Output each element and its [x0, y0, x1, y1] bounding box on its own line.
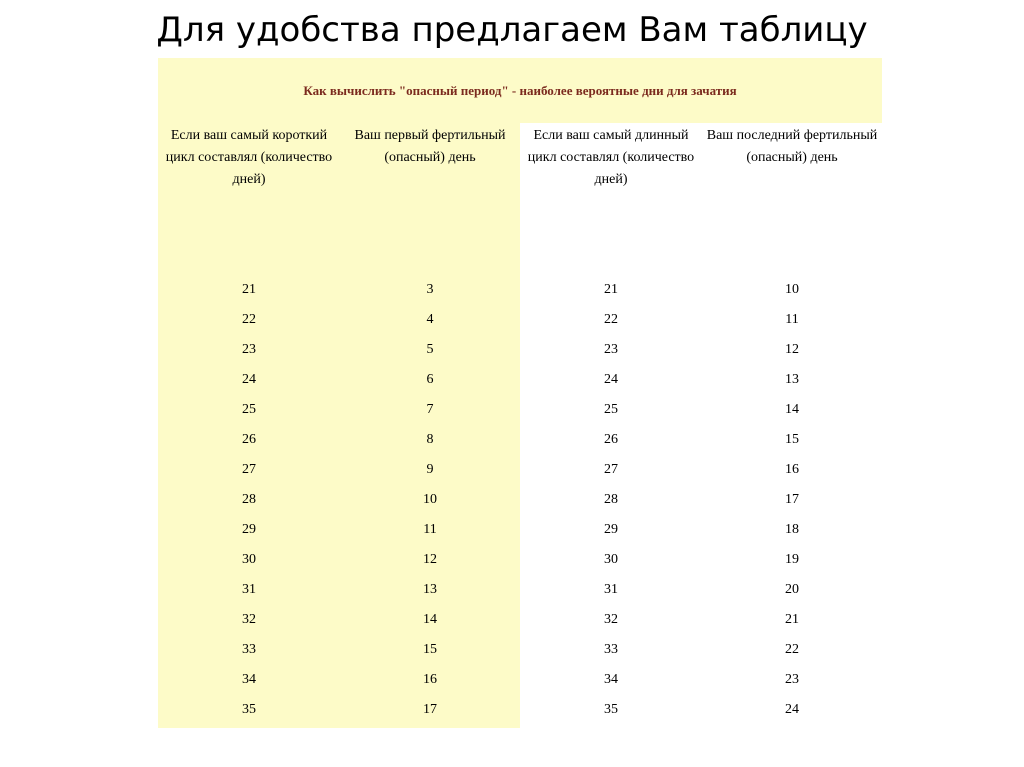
- cell-last-fertile-day: 11: [785, 312, 799, 327]
- cell-longest-cycle: 32: [604, 612, 618, 627]
- column-header-first-fertile-day: Ваш первый фертильный (опасный) день: [354, 128, 506, 165]
- table-row: [0, 635, 1024, 665]
- cell-shortest-cycle: 25: [242, 402, 256, 417]
- table-row: [0, 665, 1024, 695]
- cell-first-fertile-day: 8: [426, 432, 434, 447]
- cell-shortest-cycle: 24: [242, 372, 256, 387]
- cell-longest-cycle: 24: [604, 372, 618, 387]
- cell-longest-cycle: 27: [604, 462, 618, 477]
- cell-shortest-cycle: 27: [242, 462, 256, 477]
- cell-first-fertile-day: 3: [426, 282, 434, 297]
- cell-shortest-cycle: 23: [242, 342, 256, 357]
- cell-longest-cycle: 35: [604, 702, 618, 717]
- cell-last-fertile-day: 20: [785, 582, 799, 597]
- cell-last-fertile-day: 12: [785, 342, 799, 357]
- table-row: [0, 695, 1024, 725]
- cell-last-fertile-day: 17: [785, 492, 799, 507]
- table-row: [0, 545, 1024, 575]
- cell-last-fertile-day: 14: [785, 402, 799, 417]
- table-row: [0, 605, 1024, 635]
- cell-last-fertile-day: 23: [785, 672, 799, 687]
- column-header-longest-cycle: Если ваш самый длинный цикл составлял (количество дней): [527, 128, 695, 187]
- cell-first-fertile-day: 6: [426, 372, 434, 387]
- table-row: [0, 425, 1024, 455]
- cell-shortest-cycle: 21: [242, 282, 256, 297]
- cell-longest-cycle: 34: [604, 672, 618, 687]
- cell-shortest-cycle: 32: [242, 612, 256, 627]
- cell-last-fertile-day: 24: [785, 702, 799, 717]
- cell-first-fertile-day: 13: [423, 582, 437, 597]
- cell-shortest-cycle: 26: [242, 432, 256, 447]
- table-row: [0, 335, 1024, 365]
- table-row: [0, 395, 1024, 425]
- table-row: [0, 515, 1024, 545]
- cell-first-fertile-day: 16: [423, 672, 437, 687]
- cell-last-fertile-day: 10: [785, 282, 799, 297]
- cell-shortest-cycle: 35: [242, 702, 256, 717]
- cell-last-fertile-day: 18: [785, 522, 799, 537]
- cell-longest-cycle: 25: [604, 402, 618, 417]
- cell-longest-cycle: 31: [604, 582, 618, 597]
- cell-shortest-cycle: 34: [242, 672, 256, 687]
- cell-shortest-cycle: 33: [242, 642, 256, 657]
- cell-last-fertile-day: 21: [785, 612, 799, 627]
- cell-last-fertile-day: 15: [785, 432, 799, 447]
- table-header: Как вычислить "опасный период" - наиболее вероятные дни для зачатия: [303, 82, 737, 98]
- table-row: [0, 305, 1024, 335]
- cell-longest-cycle: 29: [604, 522, 618, 537]
- cell-last-fertile-day: 13: [785, 372, 799, 387]
- cell-first-fertile-day: 9: [426, 462, 434, 477]
- table-row: [0, 485, 1024, 515]
- cell-last-fertile-day: 22: [785, 642, 799, 657]
- table-row: [0, 455, 1024, 485]
- cell-shortest-cycle: 28: [242, 492, 256, 507]
- column-header-shortest-cycle: Если ваш самый короткий цикл составлял (количество дней): [165, 128, 333, 187]
- cell-longest-cycle: 22: [604, 312, 618, 327]
- cell-shortest-cycle: 22: [242, 312, 256, 327]
- table-row: [0, 365, 1024, 395]
- slide-title: Для удобства предлагаем Вам таблицу: [156, 10, 868, 50]
- cell-last-fertile-day: 19: [785, 552, 799, 567]
- table-row: [0, 575, 1024, 605]
- table-row: [0, 275, 1024, 305]
- cell-first-fertile-day: 10: [423, 492, 437, 507]
- cell-longest-cycle: 23: [604, 342, 618, 357]
- cell-longest-cycle: 28: [604, 492, 618, 507]
- column-header-last-fertile-day: Ваш последний фертильный (опасный) день: [706, 128, 878, 165]
- cell-first-fertile-day: 11: [423, 522, 437, 537]
- cell-longest-cycle: 33: [604, 642, 618, 657]
- cell-first-fertile-day: 5: [426, 342, 434, 357]
- cell-first-fertile-day: 15: [423, 642, 437, 657]
- cell-shortest-cycle: 29: [242, 522, 256, 537]
- cell-first-fertile-day: 12: [423, 552, 437, 567]
- cell-longest-cycle: 30: [604, 552, 618, 567]
- cell-longest-cycle: 21: [604, 282, 618, 297]
- cell-shortest-cycle: 30: [242, 552, 256, 567]
- cell-shortest-cycle: 31: [242, 582, 256, 597]
- cell-longest-cycle: 26: [604, 432, 618, 447]
- cell-first-fertile-day: 17: [423, 702, 437, 717]
- cell-first-fertile-day: 7: [426, 402, 434, 417]
- cell-first-fertile-day: 4: [426, 312, 434, 327]
- cell-first-fertile-day: 14: [423, 612, 437, 627]
- cell-last-fertile-day: 16: [785, 462, 799, 477]
